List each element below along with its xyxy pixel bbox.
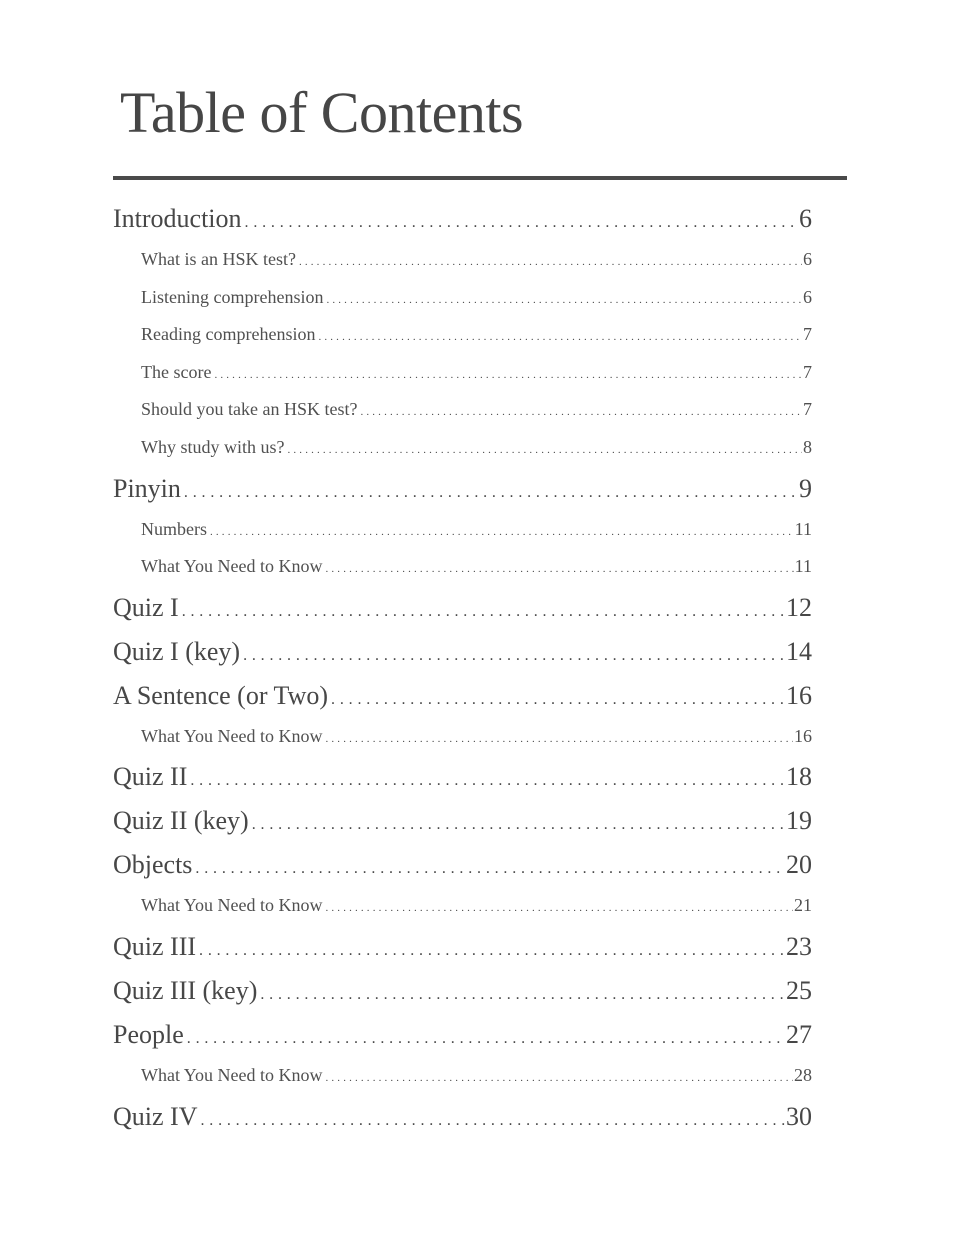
- toc-entry-label: Quiz I (key): [113, 636, 241, 666]
- dot-leader: [199, 929, 785, 969]
- dot-leader: [200, 1099, 785, 1139]
- toc-entry-page: 30: [786, 1101, 812, 1131]
- dot-leader: [190, 759, 785, 799]
- dot-leader: [195, 847, 785, 887]
- toc-entry-page: 6: [803, 249, 812, 269]
- toc-entry-a-sentence[interactable]: [113, 674, 812, 718]
- toc-entry-page: 28: [794, 1064, 812, 1085]
- toc-entry-page: 19: [786, 806, 812, 836]
- title-divider: [113, 176, 847, 180]
- dot-leader: [260, 973, 785, 1013]
- toc-entry-page: 18: [786, 762, 812, 792]
- dot-leader: [214, 357, 802, 392]
- toc-entry-page: 7: [803, 399, 812, 420]
- toc-entry-page: 25: [786, 975, 812, 1005]
- dot-leader: [187, 1017, 785, 1057]
- toc-entry-objects[interactable]: [113, 843, 812, 887]
- toc-entry-label: Quiz III (key): [113, 975, 258, 1005]
- toc-subentry-reading[interactable]: [113, 316, 812, 354]
- toc-entry-label: Why study with us?: [141, 436, 285, 457]
- toc-entry-label: Should you take an HSK test?: [141, 399, 358, 420]
- toc-subentry-what-is-hsk[interactable]: [113, 241, 812, 279]
- toc-entry-label: A Sentence (or Two): [113, 680, 329, 710]
- toc-subentry-listening[interactable]: [113, 279, 812, 317]
- toc-entry-label: What You Need to Know: [141, 556, 323, 577]
- toc-entry-label: What You Need to Know: [141, 725, 323, 746]
- toc-entry-label: Introduction: [113, 204, 242, 233]
- toc-subentry-numbers[interactable]: [113, 511, 812, 549]
- dot-leader: [326, 721, 794, 756]
- dot-leader: [318, 319, 802, 354]
- toc-entry-page: 12: [786, 592, 812, 622]
- toc-subentry-should-you-take[interactable]: [113, 391, 812, 429]
- toc-entry-introduction[interactable]: [113, 197, 812, 241]
- dot-leader: [182, 590, 785, 630]
- toc-entry-page: 11: [794, 556, 812, 577]
- toc-entry-label: The score: [141, 361, 212, 382]
- dot-leader: [299, 244, 802, 279]
- toc-entry-page: 7: [803, 324, 812, 345]
- dot-leader: [252, 803, 785, 843]
- toc-entry-page: 21: [794, 895, 812, 916]
- toc-entry-page: 9: [799, 473, 812, 503]
- dot-leader: [326, 890, 794, 925]
- toc-entry-label: Numbers: [141, 518, 207, 539]
- toc-entry-page: 20: [786, 850, 812, 880]
- toc-entry-quiz-4[interactable]: [113, 1095, 812, 1139]
- toc-entry-label: Pinyin: [113, 473, 181, 503]
- toc-subentry-need-to-know[interactable]: [113, 548, 812, 586]
- toc-entry-page: 6: [803, 286, 812, 307]
- toc-entry-quiz-2[interactable]: [113, 755, 812, 799]
- table-of-contents: [113, 197, 812, 1139]
- toc-entry-page: 7: [803, 361, 812, 382]
- toc-entry-label: Reading comprehension: [141, 324, 316, 345]
- toc-entry-label: Quiz II: [113, 762, 188, 792]
- toc-entry-page: 6: [799, 204, 812, 233]
- toc-entry-label: What You Need to Know: [141, 895, 323, 916]
- toc-entry-page: 16: [794, 725, 812, 746]
- dot-leader: [288, 432, 803, 467]
- dot-leader: [331, 678, 785, 718]
- toc-entry-pinyin[interactable]: [113, 467, 812, 511]
- toc-entry-page: 14: [786, 636, 812, 666]
- toc-entry-label: Listening comprehension: [141, 286, 324, 307]
- toc-subentry-need-to-know[interactable]: [113, 887, 812, 925]
- dot-leader: [326, 1060, 794, 1095]
- toc-entry-page: 27: [786, 1019, 812, 1049]
- toc-entry-quiz-3-key[interactable]: [113, 969, 812, 1013]
- toc-entry-page: 8: [803, 436, 812, 457]
- toc-entry-page: 23: [786, 931, 812, 961]
- toc-entry-quiz-1-key[interactable]: [113, 630, 812, 674]
- toc-subentry-why-study[interactable]: [113, 429, 812, 467]
- toc-entry-label: Objects: [113, 850, 193, 880]
- toc-entry-page: 11: [794, 518, 812, 539]
- toc-entry-label: Quiz III: [113, 931, 197, 961]
- dot-leader: [326, 282, 802, 317]
- dot-leader: [360, 394, 802, 429]
- toc-entry-label: What is an HSK test?: [141, 249, 296, 269]
- toc-entry-label: Quiz I: [113, 592, 179, 622]
- dot-leader: [245, 201, 798, 241]
- dot-leader: [184, 471, 798, 511]
- toc-entry-label: What You Need to Know: [141, 1064, 323, 1085]
- dot-leader: [326, 551, 794, 586]
- toc-entry-page: 16: [786, 680, 812, 710]
- dot-leader: [243, 634, 785, 674]
- toc-subentry-need-to-know[interactable]: [113, 718, 812, 756]
- toc-entry-label: Quiz IV: [113, 1101, 198, 1131]
- dot-leader: [210, 514, 794, 549]
- toc-entry-quiz-2-key[interactable]: [113, 799, 812, 843]
- toc-subentry-need-to-know[interactable]: [113, 1057, 812, 1095]
- toc-entry-quiz-1[interactable]: [113, 586, 812, 630]
- toc-entry-quiz-3[interactable]: [113, 925, 812, 969]
- toc-entry-label: Quiz II (key): [113, 806, 249, 836]
- toc-entry-people[interactable]: [113, 1013, 812, 1057]
- toc-subentry-score[interactable]: [113, 354, 812, 392]
- toc-entry-label: People: [113, 1019, 184, 1049]
- page-title: Table of Contents: [120, 80, 524, 145]
